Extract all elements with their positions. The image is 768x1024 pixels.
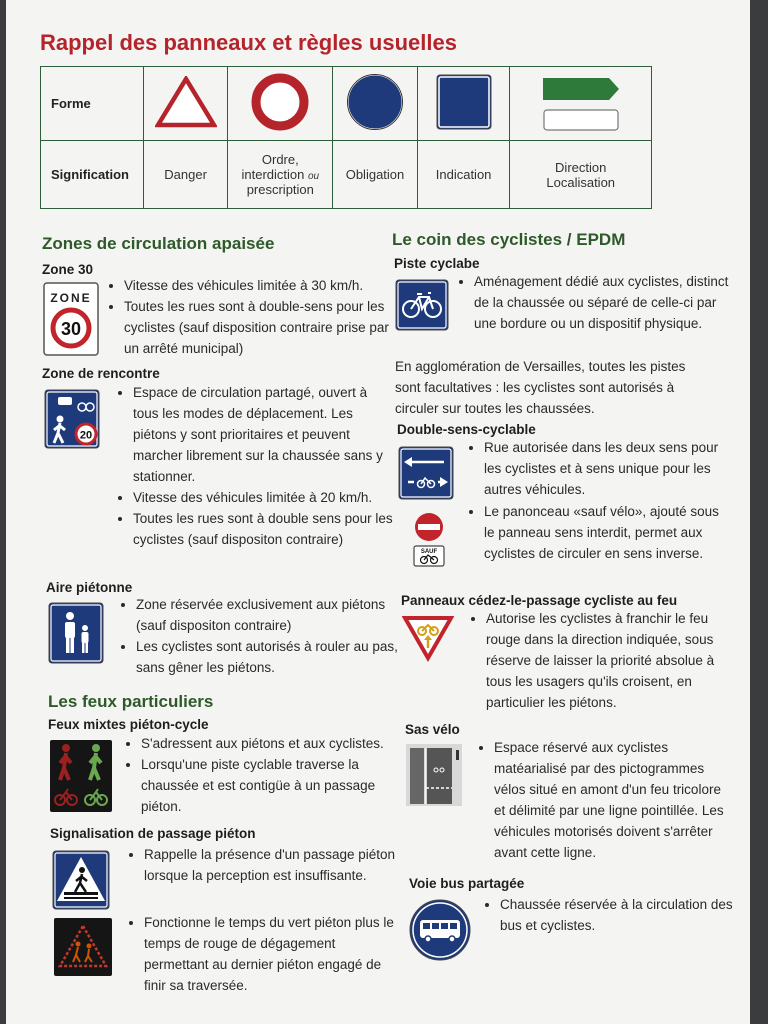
bus-lane-sign-icon	[408, 898, 472, 962]
bus-bullet-1: • Chaussée réservée à la circulation des bus et cyclistes.	[500, 894, 740, 936]
zone30-sign-icon	[43, 282, 99, 356]
passage-light-sign	[54, 918, 112, 981]
zone30-sign	[43, 282, 99, 361]
rencontre-bullet-2: • Vitesse des véhicules limitée à 20 km/h.	[133, 487, 395, 508]
pedestrian-cycle-light-icon	[50, 740, 112, 812]
pedestrian-zone-sign-icon	[48, 602, 104, 664]
aire-title: Aire piétonne	[46, 580, 133, 595]
zone30-sign-number: 30	[60, 319, 82, 339]
double-sign	[398, 446, 454, 505]
meaning-ordre-line3: prescription	[246, 182, 314, 197]
zone30-bullet-1: • Vitesse des véhicules limitée à 30 km/h.	[124, 275, 394, 296]
meaning-ordre-ou: ou	[307, 171, 320, 182]
crosswalk-sign-icon	[52, 850, 110, 910]
prohibition-circle-icon	[251, 73, 309, 131]
rencontre-sign-number: 20	[79, 429, 93, 442]
bus-title: Voie bus partagée	[409, 876, 525, 891]
passage-sign	[52, 850, 110, 915]
direction-arrow-icon	[539, 72, 623, 132]
feux-mixtes-bullet-2: • Lorsqu'une piste cyclable traverse la chaussée et est contigüe à un passage piéton.	[141, 754, 393, 817]
indication-square-icon	[435, 73, 493, 131]
double-bullet-1: • Rue autorisée dans les deux sens pour les cyclistes et à sens unique pour les autres véhicules.	[484, 437, 730, 500]
feux-mixtes-title: Feux mixtes piéton-cycle	[48, 717, 209, 732]
bike-lane-sign-icon	[395, 279, 449, 331]
passage-bullet-1: • Rappelle la présence d'un passage piéton lorsque la perception est insuffisante.	[144, 844, 396, 886]
piste-title: Piste cyclabe	[394, 256, 480, 271]
piste-bullets	[460, 271, 730, 334]
meaning-ordre-line2: interdiction	[241, 167, 305, 182]
bus-bullets	[486, 894, 740, 936]
sas-bullet-1: • Espace réservé aux cyclistes matéarialisé par des pictogrammes vélos situé en amont d'un feu tricolore et délimité par une ligne pointillée. Les véhicules motorisés doivent s'arrêter avant cette ligne.	[494, 737, 734, 863]
double-bullets-2	[470, 501, 730, 564]
meaning-ordre	[228, 141, 333, 209]
pedestrian-clearance-light-icon	[54, 918, 112, 976]
cedez-bullet-1: • Autorise les cyclistes à franchir le feu rouge dans la direction indiquée, sous réserve de laisser la priorité absolue à tous les usagers qu'ils croisent, en particulier les piétons.	[486, 608, 732, 713]
zone30-bullet-2: • Toutes les rues sont à double-sens pour les cyclistes (sauf disposition contraire prise par un arrêté municipal)	[124, 296, 394, 359]
passage-bullet-2: • Fonctionne le temps du vert piéton plus le temps de rouge de dégagement permettant au dernier piéton engagé de finir sa traversée.	[144, 912, 400, 996]
cyclistes-section-title: Le coin des cyclistes / EPDM	[392, 230, 626, 249]
aire-bullets	[122, 594, 398, 678]
meeting-zone-sign-icon	[44, 389, 100, 449]
page-title: Rappel des panneaux et règles usuelles	[40, 30, 457, 55]
row-label-forme: Forme	[41, 67, 144, 141]
no-entry-except-bike-icon	[412, 512, 446, 568]
document-page	[6, 0, 750, 1024]
zone30-sign-label: ZONE	[50, 291, 92, 305]
piste-paragraph: En agglomération de Versailles, toutes les pistes sont facultatives : les cyclistes sont autorisés à circuler sur toutes les chaussées.	[395, 359, 686, 416]
bus-sign	[408, 898, 472, 967]
meaning-direction-line1: Direction	[555, 159, 607, 175]
rencontre-bullet-1: • Espace de circulation partagé, ouvert à tous les modes de déplacement. Les piétons y sont prioritaires et peuvent marcher librement sur la chaussée sans y stationner.	[133, 382, 395, 487]
aire-bullet-1: • Zone réservée exclusivement aux piétons (sauf dispositon contraire)	[136, 594, 398, 636]
obligation-circle-icon	[346, 73, 404, 131]
aire-sign	[48, 602, 104, 669]
sign-reference-table	[40, 66, 652, 209]
cedez-sign	[402, 614, 454, 667]
feux-mixtes-bullets	[127, 733, 393, 817]
passage-bullets-2	[130, 912, 400, 996]
sas-title: Sas vélo	[405, 722, 460, 737]
zones-section-title: Zones de circulation apaisée	[42, 234, 275, 253]
sas-bullets	[480, 737, 734, 863]
rencontre-bullets	[119, 382, 395, 550]
bike-box-icon	[406, 744, 462, 806]
double-title: Double-sens-cyclable	[397, 422, 536, 437]
contraflow-cycle-sign-icon	[398, 446, 454, 500]
cyclist-yield-sign-icon	[402, 614, 454, 662]
sauf-velo-sign	[412, 512, 446, 573]
meaning-direction	[510, 141, 652, 209]
shape-triangle	[143, 67, 228, 141]
shape-blue-square	[417, 67, 510, 141]
meaning-danger: Danger	[143, 141, 228, 209]
sas-sign	[406, 744, 462, 811]
cedez-bullets	[472, 608, 732, 713]
row-label-signification: Signification	[41, 141, 144, 209]
meaning-direction-line2: Localisation	[546, 174, 616, 190]
rencontre-title: Zone de rencontre	[42, 366, 160, 381]
passage-bullets-1	[130, 844, 396, 886]
shape-blue-circle	[333, 67, 418, 141]
sauf-velo-text: SAUF	[420, 549, 438, 555]
meaning-indication: Indication	[417, 141, 510, 209]
piste-bullet-1: • Aménagement dédié aux cyclistes, distinct de la chaussée ou séparé de celle-ci par une bordure ou un dispositif physique.	[474, 271, 730, 334]
zone30-title: Zone 30	[42, 262, 94, 277]
cedez-title: Panneaux cédez-le-passage cycliste au feu	[401, 593, 678, 608]
zone30-bullets	[110, 275, 394, 359]
feux-mixtes-sign	[50, 740, 112, 817]
piste-sign	[395, 279, 449, 336]
aire-bullet-2: • Les cyclistes sont autorisés à rouler au pas, sans gêner les piétons.	[136, 636, 398, 678]
double-bullets-1	[470, 437, 730, 500]
meaning-obligation: Obligation	[333, 141, 418, 209]
danger-triangle-icon	[155, 76, 217, 128]
shape-direction-arrows	[510, 67, 652, 141]
passage-title: Signalisation de passage piéton	[50, 826, 256, 841]
double-bullet-2: • Le panonceau «sauf vélo», ajouté sous le panneau sens interdit, permet aux cyclistes de circuler en sens inverse.	[484, 501, 730, 564]
shape-red-circle	[228, 67, 333, 141]
rencontre-sign	[44, 389, 100, 454]
feux-section-title: Les feux particuliers	[48, 692, 214, 711]
rencontre-bullet-3: • Toutes les rues sont à double sens pour les cyclistes (sauf dispositon contraire)	[133, 508, 395, 550]
feux-mixtes-bullet-1: • S'adressent aux piétons et aux cyclistes.	[141, 733, 393, 754]
meaning-ordre-line1: Ordre,	[261, 152, 299, 167]
